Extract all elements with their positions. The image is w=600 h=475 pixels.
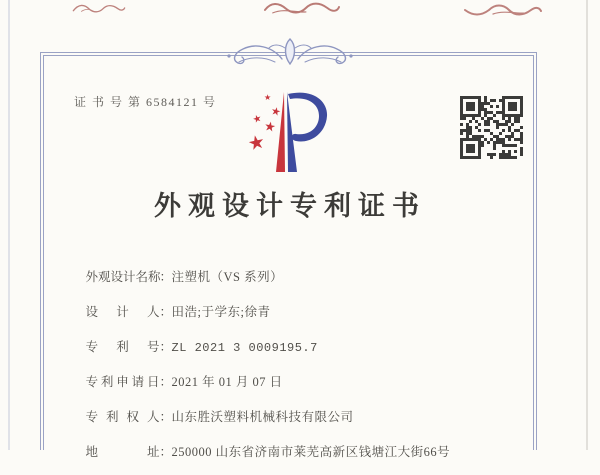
- field-value: 田浩;于学东;徐青: [171, 305, 271, 319]
- field-label: 外观设计名称: [85, 270, 161, 284]
- field-separator: ：: [159, 410, 173, 424]
- field-value: 山东胜沃塑料机械科技有限公司: [171, 410, 354, 424]
- field-label: 专利申请日: [85, 375, 160, 389]
- red-scroll-ornament: [462, 1, 544, 17]
- field-separator: ：: [159, 445, 173, 459]
- qr-code: [460, 96, 523, 159]
- field-separator: ：: [159, 340, 173, 354]
- star-icon: ★: [262, 119, 277, 136]
- star-icon: ★: [264, 93, 272, 102]
- field-label: 设计人: [85, 305, 160, 319]
- certificate-title: 外观设计专利证书: [154, 191, 426, 221]
- field-label: 专利权人: [85, 410, 160, 424]
- paper-edge-right: [586, 0, 588, 450]
- field-separator: ：: [159, 270, 173, 284]
- field-value: 250000 山东省济南市莱芜高新区钱塘江大街66号: [171, 445, 451, 459]
- star-icon: ★: [251, 112, 264, 127]
- cnipa-logo: [240, 88, 336, 176]
- field-value: ZL 2021 3 0009195.7: [171, 341, 318, 355]
- certificate-number: 证 书 号 第 6584121 号: [74, 95, 217, 109]
- field-separator: ：: [159, 305, 173, 319]
- field-label: 地址: [85, 445, 160, 459]
- field-label: 专利号: [85, 340, 160, 354]
- field-separator: ：: [159, 375, 173, 389]
- field-address: [73, 427, 450, 475]
- filigree-ornament-icon: [215, 36, 365, 68]
- red-scroll-ornament: [263, 0, 341, 16]
- field-value: 注塑机（VS 系列）: [171, 270, 284, 284]
- paper-edge-left: [8, 0, 10, 450]
- red-scroll-ornament: [72, 1, 126, 15]
- star-icon: ★: [269, 103, 283, 120]
- star-icon: ★: [245, 130, 268, 156]
- field-value: 2021 年 01 月 07 日: [171, 375, 283, 389]
